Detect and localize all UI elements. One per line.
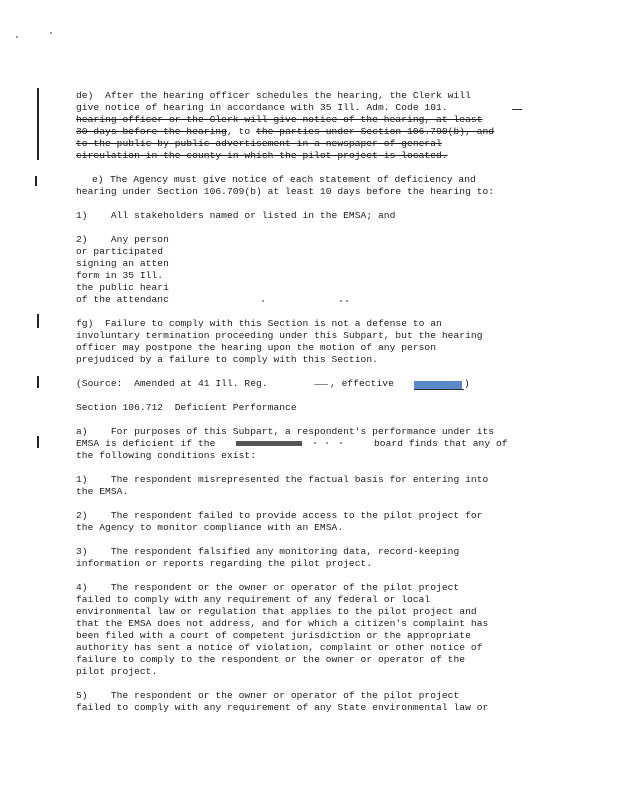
para-de-line4 (76, 126, 494, 138)
item-2-line3: signing an atten (76, 258, 169, 269)
scan-speck (340, 442, 342, 444)
scan-speck (16, 36, 18, 38)
condition-5-line2: failed to comply with any requirement of any State environmental law or (76, 702, 489, 713)
para-fg-line4: prejudiced by a failure to comply with this Section. (76, 354, 378, 365)
scan-speck (346, 300, 348, 302)
condition-4-line8: pilot project. (76, 666, 158, 677)
condition-3-line1: 3) The respondent falsified any monitoring data, record-keeping (76, 546, 460, 557)
revision-bar (37, 88, 39, 160)
para-e-line2: hearing under Section 106.709(b) at least 10 days before the hearing to: (76, 186, 495, 197)
scan-speck (326, 442, 328, 444)
para-de-line6-deleted: circulation in the county in which the pilot project is located. (76, 150, 448, 161)
condition-4-line5: been filed with a court of competent jurisdiction or the appropriate (76, 630, 471, 641)
revision-bar (35, 176, 37, 186)
scan-speck (262, 300, 264, 302)
redaction-highlight (414, 381, 462, 389)
scan-speck (314, 442, 316, 444)
deleted-text: 30 days before the hearing (76, 126, 227, 137)
condition-4-line4: that the EMSA does not address, and for which a citizen's complaint has (76, 618, 489, 629)
para-de-line5-deleted: to the public by public advertisement in a newspaper of general (76, 138, 442, 149)
scan-speck (50, 32, 52, 34)
item-2-line4: form in 35 Ill. (76, 270, 164, 281)
condition-1-line1: 1) The respondent misrepresented the factual basis for entering into (76, 474, 489, 485)
condition-2-line2: the Agency to monitor compliance with an EMSA. (76, 522, 344, 533)
condition-4-line6: authority has sent a notice of violation, complaint or other notice of (76, 642, 483, 653)
blank-underline (414, 389, 464, 390)
para-fg-line1: fg) Failure to comply with this Section is not a defense to an (76, 318, 442, 329)
para-a-line2-start: EMSA is deficient if the (76, 438, 216, 449)
source-effective: , effective (330, 378, 394, 389)
condition-4-line1: 4) The respondent or the owner or operator of the pilot project (76, 582, 460, 593)
item-2-line5: the public heari (76, 282, 169, 293)
item-2-line2: or participated (76, 246, 164, 257)
item-2-line1: 2) Any person (76, 234, 169, 245)
revision-bar (37, 314, 39, 328)
condition-2-line1: 2) The respondent failed to provide access to the pilot project for (76, 510, 483, 521)
section-heading: Section 106.712 Deficient Performance (76, 402, 297, 413)
condition-4-line3: environmental law or regulation that applies to the pilot project and (76, 606, 477, 617)
item-2-line6: of the attendanc (76, 294, 169, 305)
revision-bar (37, 436, 39, 448)
retained-text: , to (227, 126, 257, 137)
para-a-line3: the following conditions exist: (76, 450, 257, 461)
condition-4-line2: failed to comply with any requirement of any federal or local (76, 594, 431, 605)
condition-4-line7: failure to comply to the respondent or the owner or operator of the (76, 654, 466, 665)
condition-5-line1: 5) The respondent or the owner or operator of the pilot project (76, 690, 460, 701)
para-de-line1: de) After the hearing officer schedules the hearing, the Clerk will (76, 90, 471, 101)
revision-bar (37, 376, 39, 388)
para-de-line3-deleted: hearing officer or the Clerk will give notice of the hearing, at least (76, 114, 483, 125)
para-de-line2: give notice of hearing in accordance with 35 Ill. Adm. Code 101. (76, 102, 448, 113)
para-fg-line2: involuntary termination proceeding under this Subpart, but the hearing (76, 330, 483, 341)
para-e-line1: The Agency must give notice of each statement of deficiency and (110, 174, 476, 185)
para-e-lead: e) (92, 174, 104, 185)
para-fg-line3: officer may postpone the hearing upon the motion of any person (76, 342, 437, 353)
redaction-mark (314, 384, 328, 385)
closing-mark: ) (464, 378, 470, 389)
condition-3-line2: information or reports regarding the pilot project. (76, 558, 373, 569)
condition-1-line2: the EMSA. (76, 486, 129, 497)
para-a-line2-end: board finds that any of (374, 438, 508, 449)
para-a-line1: a) For purposes of this Subpart, a respondent's performance under its (76, 426, 495, 437)
insertion-mark (512, 109, 522, 110)
source-note: (Source: Amended at 41 Ill. Reg. (76, 378, 268, 389)
redaction-block (236, 441, 302, 446)
deleted-text: the parties under Section 106.790(b), and (256, 126, 495, 137)
item-1: 1) All stakeholders named or listed in the EMSA; and (76, 210, 396, 221)
scan-speck (340, 300, 342, 302)
